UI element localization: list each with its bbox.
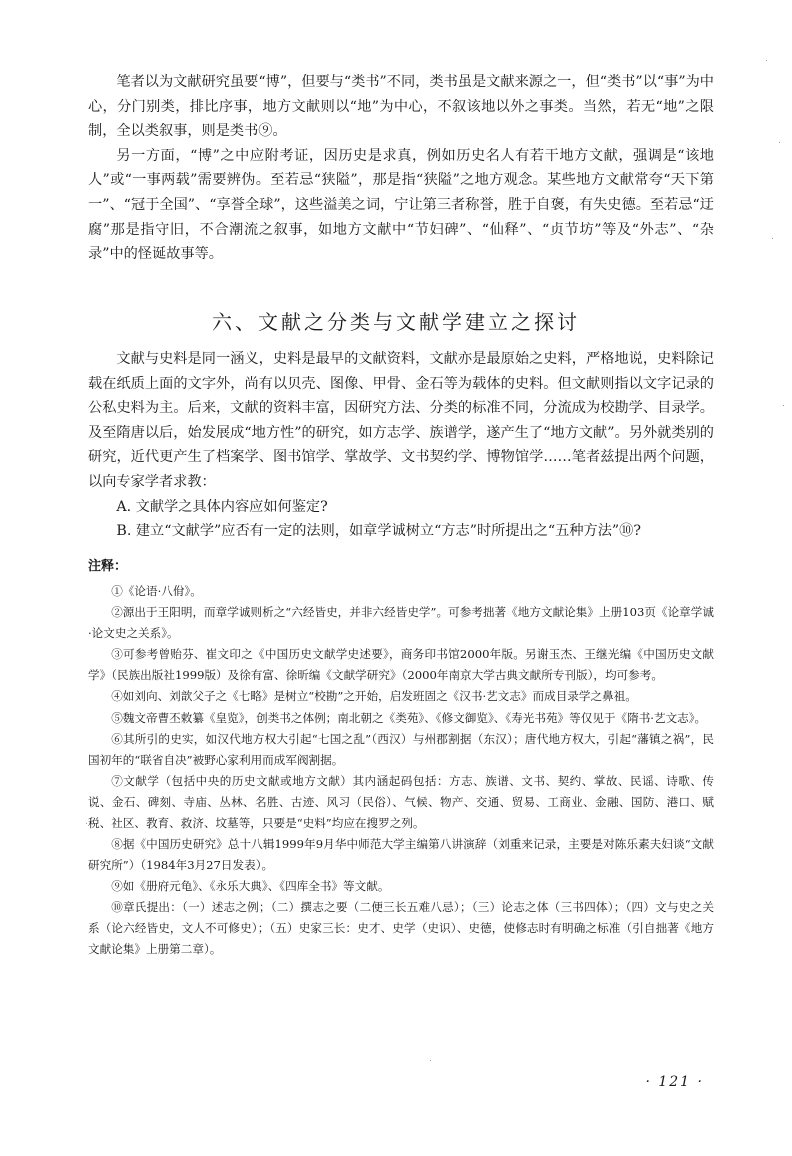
top-paragraph-block: [88, 70, 714, 267]
page-number: · 121 ·: [645, 1074, 704, 1090]
footnote: ⑧据《中国历史研究》总十八辑1999年9月华中师范大学主编第八讲演辞（刘重来记录，主要是对陈乐素夫妇谈“文献研究所”）（1984年3月27日发表）。: [88, 836, 714, 872]
scan-speck: [766, 60, 767, 61]
footnote: ③可参考曾贻芬、崔文印之《中国历史文献学史述要》，商务印书馆2000年版。另谢玉杰、王继光编《中国历史文献学》（民族出版社1999版）及徐有富、徐昕编《文献学研究》（2000年南京大学古典文献所专刊版），均可参考。: [88, 647, 714, 682]
scan-speck: [430, 1060, 431, 1061]
notes-heading: 注释：: [88, 559, 128, 574]
question-item: A. 文献学之具体内容应如何鉴定?: [116, 498, 328, 515]
footnote: ⑦文献学（包括中央的历史文献或地方文献）其内涵起码包括：方志、族谱、文书、契约、掌故、民谣、诗歌、传说、金石、碑刻、寺庙、丛林、名胜、古迹、风习（民俗）、气候、物产、交通、贸易、工商业、金融、国防、港口、赋税、社区、教育、救济、坟墓等，只要是“史料”均应在搜罗之列。: [88, 773, 714, 830]
scan-speck: [86, 823, 87, 824]
scan-speck: [779, 142, 780, 143]
footnote: ⑨如《册府元龟》、《永乐大典》、《四库全书》等文献。: [111, 878, 390, 893]
body-paragraph: 笔者以为文献研究虽要“博”，但要与“类书”不同，类书虽是文献来源之一，但“类书”以“事”为中心，分门别类，排比序事，地方文献则以“地”为中心，不叙该地以外之事类。当然，若无“地”之限制，全以类叙事，则是类书⑨。: [88, 74, 714, 140]
section-body: [88, 347, 714, 544]
body-paragraph: 另一方面，“博”之中应附考证，因历史是求真，例如历史名人有若干地方文献，强调是“该地人”或“一事两载”需要辨伪。至若忌“狭隘”，那是指“狭隘”之地方观念。某些地方文献常夸“天下第一”、“冠于全国”、“享誉全球”，这些溢美之词，宁让第三者称誉，胜于自褒，有失史德。至若忌“迂腐”那是指守旧，不合潮流之叙事，如地方文献中“节妇碑”、“仙释”、“贞节坊”等及“外志”、“杂录”中的怪诞故事等。: [88, 147, 714, 263]
scan-speck: [772, 238, 773, 239]
question-item: B. 建立“文献学”应否有一定的法则，如章学诚树立“方志”时所提出之“五种方法”⑩?: [116, 523, 641, 540]
footnote: ⑥其所引的史实，如汉代地方权大引起“七国之乱”（西汉）与州郡割据（东汉）；唐代地方权大，引起“藩镇之祸”，民国初年的“联省自决”被野心家利用而成军阀割据。: [88, 731, 714, 767]
body-paragraph: 文献与史料是同一涵义，史料是最早的文献资料，文献亦是最原始之史料，严格地说，史料除记载在纸质上面的文字外，尚有以贝壳、图像、甲骨、金石等为载体的史料。但文献则指以文字记录的公私史料为主。后来，文献的资料丰富，因研究方法、分类的标准不同，分流成为校勘学、目录学。及至隋唐以后，始发展成“地方性”的研究，如方志学、族谱学，遂产生了“地方文献”。另外就类别的研究，近代更产生了档案学、图书馆学、掌故学、文书契约学、博物馆学……笔者兹提出两个问题，以向专家学者求教：: [88, 351, 714, 490]
scan-speck: [783, 405, 784, 406]
footnote: ①《论语·八佾》。: [111, 583, 202, 598]
section-title: 六、文献之分类与文献学建立之探讨: [212, 309, 580, 334]
footnote: ④如刘向、刘歆父子之《七略》是树立“校勘”之开始，启发班固之《汉书·艺文志》而成目录学之鼻祖。: [111, 689, 637, 704]
footnotes-section: [88, 557, 714, 960]
footnote: ②源出于王阳明，而章学诚则析之“六经皆史，并非六经皆史学”。可参考拙著《地方文献论集》上册103页《论章学诚·论文史之关系》。: [88, 605, 714, 640]
footnote: ⑩章氏提出：（一）述志之例；（二）撰志之要（二便三长五难八忌）；（三）论志之体（三书四体）；（四）文与史之关系（论六经皆史，文人不可修史）；（五）史家三长：史才、史学（史识）、史德，使修志时有明确之标准（引自拙著《地方文献论集》上册第二章）。: [88, 900, 714, 956]
footnote: ⑤魏文帝曹丕敕纂《皇览》，创类书之体例；南北朝之《类苑》、《修文御览》、《寿光书苑》等仅见于《隋书·艺文志》。: [111, 710, 707, 725]
